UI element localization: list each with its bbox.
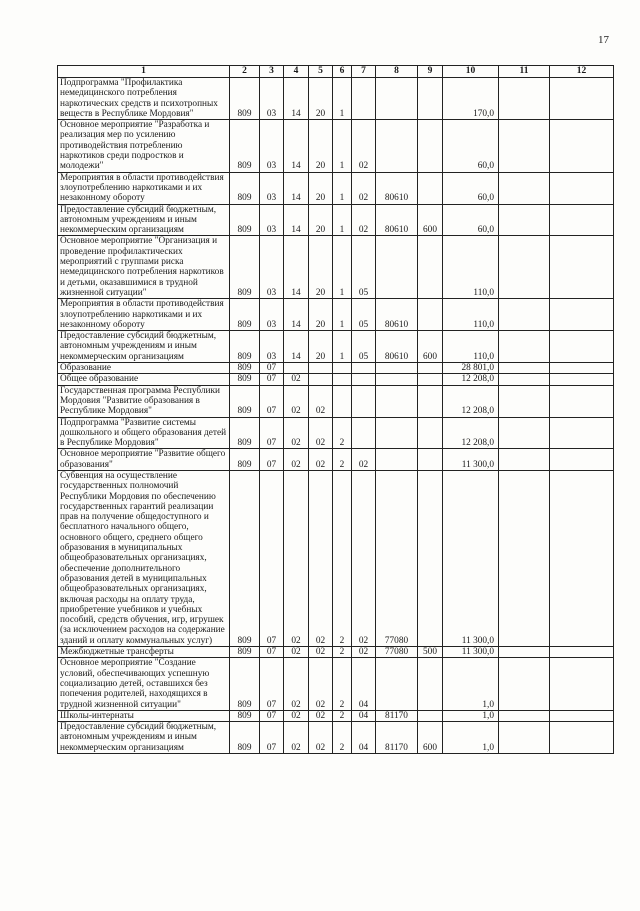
cell-c2: 809 [230,204,260,236]
cell-c8 [376,78,418,120]
row-name: Основное мероприятие "Организация и проведение профилактических мероприятий с группами риска немедицинского потребления наркотиков и детьми, оказавшимися в трудной жизненной ситуации" [58,236,230,299]
cell-c7: 02 [352,172,376,204]
cell-c7 [352,363,376,374]
header-cell: 5 [309,66,333,78]
table-row [58,722,614,754]
row-name: Предоставление субсидий бюджетным, автономным учреждениям и иным некоммерческим организациям [58,204,230,236]
cell-c8 [376,363,418,374]
table-row [58,331,614,363]
cell-c8: 77080 [376,647,418,658]
cell-c5: 02 [309,385,333,417]
row-name: Школы-интернаты [58,710,230,721]
row-name: Образование [58,363,230,374]
cell-c11 [499,236,550,299]
cell-c11 [499,363,550,374]
cell-c11 [499,331,550,363]
cell-c3: 03 [260,172,284,204]
cell-c4 [284,363,309,374]
cell-c8 [376,658,418,710]
cell-c9 [418,120,443,172]
cell-c3: 07 [260,385,284,417]
cell-c3: 07 [260,363,284,374]
cell-c6: 1 [333,331,352,363]
table-row [58,385,614,417]
header-cell: 9 [418,66,443,78]
cell-c3: 07 [260,417,284,449]
cell-c10: 60,0 [443,120,499,172]
cell-c4: 02 [284,647,309,658]
cell-c2: 809 [230,236,260,299]
cell-c12 [550,710,614,721]
cell-c9 [418,470,443,646]
table-row [58,120,614,172]
header-cell: 1 [58,66,230,78]
row-name: Государственная программа Республики Мордовия "Развитие образования в Республике Мордовия" [58,385,230,417]
cell-c10: 12 208,0 [443,385,499,417]
cell-c2: 809 [230,417,260,449]
cell-c7 [352,374,376,385]
cell-c6: 1 [333,236,352,299]
cell-c12 [550,78,614,120]
header-cell: 7 [352,66,376,78]
cell-c11 [499,172,550,204]
header-row [58,66,614,78]
cell-c11 [499,449,550,471]
cell-c11 [499,722,550,754]
cell-c5: 20 [309,120,333,172]
cell-c7: 02 [352,470,376,646]
cell-c3: 07 [260,647,284,658]
table-row [58,299,614,331]
cell-c4: 14 [284,172,309,204]
table-body [58,78,614,754]
cell-c4: 02 [284,385,309,417]
cell-c12 [550,470,614,646]
cell-c2: 809 [230,299,260,331]
table-row [58,374,614,385]
cell-c3: 07 [260,658,284,710]
cell-c9 [418,385,443,417]
cell-c2: 809 [230,363,260,374]
cell-c5: 02 [309,417,333,449]
cell-c12 [550,449,614,471]
cell-c2: 809 [230,449,260,471]
cell-c3: 03 [260,236,284,299]
cell-c2: 809 [230,78,260,120]
cell-c10: 1,0 [443,722,499,754]
cell-c10: 60,0 [443,172,499,204]
cell-c5: 20 [309,78,333,120]
table-row [58,449,614,471]
header-cell: 3 [260,66,284,78]
cell-c4: 14 [284,78,309,120]
header-cell: 2 [230,66,260,78]
cell-c4: 14 [284,120,309,172]
page-number: 17 [598,34,609,46]
cell-c5: 20 [309,299,333,331]
cell-c9: 600 [418,722,443,754]
cell-c9 [418,417,443,449]
cell-c12 [550,658,614,710]
row-name: Основное мероприятие "Разработка и реализация мер по усилению противодействия потреблению наркотиков среди подростков и молодежи" [58,120,230,172]
cell-c7: 05 [352,236,376,299]
cell-c8: 81170 [376,710,418,721]
row-name: Предоставление субсидий бюджетным, автономным учреждениям и иным некоммерческим организациям [58,722,230,754]
table-row [58,658,614,710]
cell-c6: 2 [333,722,352,754]
cell-c5: 20 [309,172,333,204]
cell-c3: 07 [260,710,284,721]
cell-c12 [550,363,614,374]
cell-c10: 11 300,0 [443,470,499,646]
cell-c6: 1 [333,172,352,204]
cell-c8 [376,120,418,172]
cell-c5: 20 [309,331,333,363]
cell-c12 [550,417,614,449]
cell-c7: 02 [352,204,376,236]
cell-c9 [418,172,443,204]
cell-c6: 2 [333,710,352,721]
cell-c7: 02 [352,647,376,658]
cell-c8 [376,449,418,471]
cell-c4: 02 [284,710,309,721]
cell-c7: 02 [352,449,376,471]
cell-c6 [333,374,352,385]
cell-c9 [418,374,443,385]
cell-c5: 20 [309,204,333,236]
header-cell: 12 [550,66,614,78]
cell-c2: 809 [230,470,260,646]
cell-c12 [550,299,614,331]
row-name: Основное мероприятие "Создание условий, обеспечивающих успешную социализацию детей, оставшихся без попечения родителей, находящихся в трудной жизненной ситуации" [58,658,230,710]
cell-c8: 81170 [376,722,418,754]
cell-c10: 11 300,0 [443,647,499,658]
cell-c5: 02 [309,722,333,754]
cell-c4: 02 [284,658,309,710]
cell-c11 [499,470,550,646]
cell-c12 [550,172,614,204]
row-name: Межбюджетные трансферты [58,647,230,658]
cell-c6: 1 [333,78,352,120]
cell-c2: 809 [230,374,260,385]
cell-c5: 02 [309,710,333,721]
cell-c5: 02 [309,658,333,710]
row-name: Подпрограмма "Профилактика немедицинского потребления наркотических средств и психотропных веществ в Республике Мордовия" [58,78,230,120]
table-row [58,236,614,299]
row-name: Мероприятия в области противодействия злоупотреблению наркотиками и их незаконному обороту [58,299,230,331]
cell-c8: 77080 [376,470,418,646]
cell-c6: 2 [333,449,352,471]
cell-c10: 60,0 [443,204,499,236]
cell-c2: 809 [230,658,260,710]
cell-c10: 1,0 [443,658,499,710]
cell-c11 [499,78,550,120]
table-row [58,417,614,449]
header-cell: 4 [284,66,309,78]
cell-c12 [550,331,614,363]
row-name: Субвенция на осуществление государственных полномочий Республики Мордовия по обеспечению государственных гарантий реализации прав на получение общедоступного и бесплатного начального общего, основного общего, среднего общего образования в муниципальных общеобразовательных организациях, обеспечение дополнительного образования детей в муниципальных общеобразовательных организациях, включая расходы на оплату труда, приобретение учебников и учебных пособий, средств обучения, игр, игрушек (за исключением расходов на содержание зданий и оплату коммунальных услуг) [58,470,230,646]
cell-c2: 809 [230,722,260,754]
cell-c7: 04 [352,658,376,710]
table-row [58,470,614,646]
cell-c2: 809 [230,647,260,658]
cell-c7 [352,78,376,120]
cell-c7: 05 [352,299,376,331]
cell-c8: 80610 [376,172,418,204]
cell-c4: 14 [284,331,309,363]
cell-c3: 07 [260,470,284,646]
cell-c9: 500 [418,647,443,658]
cell-c10: 110,0 [443,236,499,299]
cell-c6 [333,363,352,374]
table-row [58,204,614,236]
cell-c9 [418,363,443,374]
cell-c4: 14 [284,236,309,299]
cell-c12 [550,120,614,172]
budget-table [57,65,614,754]
row-name: Мероприятия в области противодействия злоупотреблению наркотиками и их незаконному обороту [58,172,230,204]
cell-c3: 03 [260,78,284,120]
row-name: Основное мероприятие "Развитие общего образования" [58,449,230,471]
cell-c11 [499,204,550,236]
cell-c9: 600 [418,204,443,236]
cell-c4: 02 [284,417,309,449]
cell-c7 [352,417,376,449]
cell-c11 [499,417,550,449]
cell-c9 [418,658,443,710]
cell-c12 [550,722,614,754]
cell-c10: 12 208,0 [443,417,499,449]
cell-c4: 14 [284,204,309,236]
table-row [58,172,614,204]
cell-c7: 04 [352,722,376,754]
cell-c4: 14 [284,299,309,331]
cell-c6: 2 [333,470,352,646]
cell-c9: 600 [418,331,443,363]
cell-c8 [376,374,418,385]
cell-c9 [418,299,443,331]
cell-c11 [499,710,550,721]
cell-c5 [309,374,333,385]
cell-c11 [499,658,550,710]
cell-c4: 02 [284,449,309,471]
row-name: Общее образование [58,374,230,385]
cell-c3: 03 [260,204,284,236]
cell-c6: 1 [333,120,352,172]
cell-c12 [550,204,614,236]
cell-c10: 1,0 [443,710,499,721]
cell-c12 [550,374,614,385]
cell-c10: 12 208,0 [443,374,499,385]
cell-c4: 02 [284,470,309,646]
cell-c6: 2 [333,417,352,449]
cell-c3: 03 [260,120,284,172]
row-name: Подпрограмма "Развитие системы дошкольного и общего образования детей в Республике Мордовия" [58,417,230,449]
cell-c2: 809 [230,385,260,417]
cell-c7 [352,385,376,417]
cell-c6: 1 [333,204,352,236]
header-cell: 8 [376,66,418,78]
cell-c8 [376,385,418,417]
table-row [58,710,614,721]
header-cell: 11 [499,66,550,78]
cell-c9 [418,78,443,120]
cell-c5 [309,363,333,374]
cell-c6: 2 [333,658,352,710]
cell-c8: 80610 [376,299,418,331]
cell-c5: 02 [309,647,333,658]
row-name: Предоставление субсидий бюджетным, автономным учреждениям и иным некоммерческим организациям [58,331,230,363]
cell-c8 [376,236,418,299]
cell-c9 [418,710,443,721]
cell-c7: 04 [352,710,376,721]
cell-c7: 02 [352,120,376,172]
header-cell: 10 [443,66,499,78]
cell-c4: 02 [284,374,309,385]
cell-c6: 2 [333,647,352,658]
cell-c10: 28 801,0 [443,363,499,374]
cell-c8: 80610 [376,204,418,236]
cell-c2: 809 [230,172,260,204]
cell-c3: 07 [260,374,284,385]
table-row [58,647,614,658]
cell-c9 [418,449,443,471]
cell-c5: 02 [309,449,333,471]
cell-c6: 1 [333,299,352,331]
cell-c12 [550,647,614,658]
cell-c6 [333,385,352,417]
cell-c12 [550,385,614,417]
cell-c3: 03 [260,299,284,331]
cell-c5: 02 [309,470,333,646]
cell-c12 [550,236,614,299]
cell-c11 [499,374,550,385]
cell-c3: 07 [260,449,284,471]
cell-c10: 11 300,0 [443,449,499,471]
cell-c8: 80610 [376,331,418,363]
cell-c3: 03 [260,331,284,363]
header-cell: 6 [333,66,352,78]
cell-c11 [499,120,550,172]
table-row [58,78,614,120]
table-row [58,363,614,374]
cell-c11 [499,385,550,417]
cell-c8 [376,417,418,449]
cell-c3: 07 [260,722,284,754]
cell-c4: 02 [284,722,309,754]
cell-c10: 110,0 [443,331,499,363]
cell-c2: 809 [230,331,260,363]
cell-c7: 05 [352,331,376,363]
cell-c2: 809 [230,120,260,172]
cell-c11 [499,647,550,658]
cell-c9 [418,236,443,299]
cell-c2: 809 [230,710,260,721]
cell-c5: 20 [309,236,333,299]
cell-c10: 170,0 [443,78,499,120]
cell-c11 [499,299,550,331]
cell-c10: 110,0 [443,299,499,331]
